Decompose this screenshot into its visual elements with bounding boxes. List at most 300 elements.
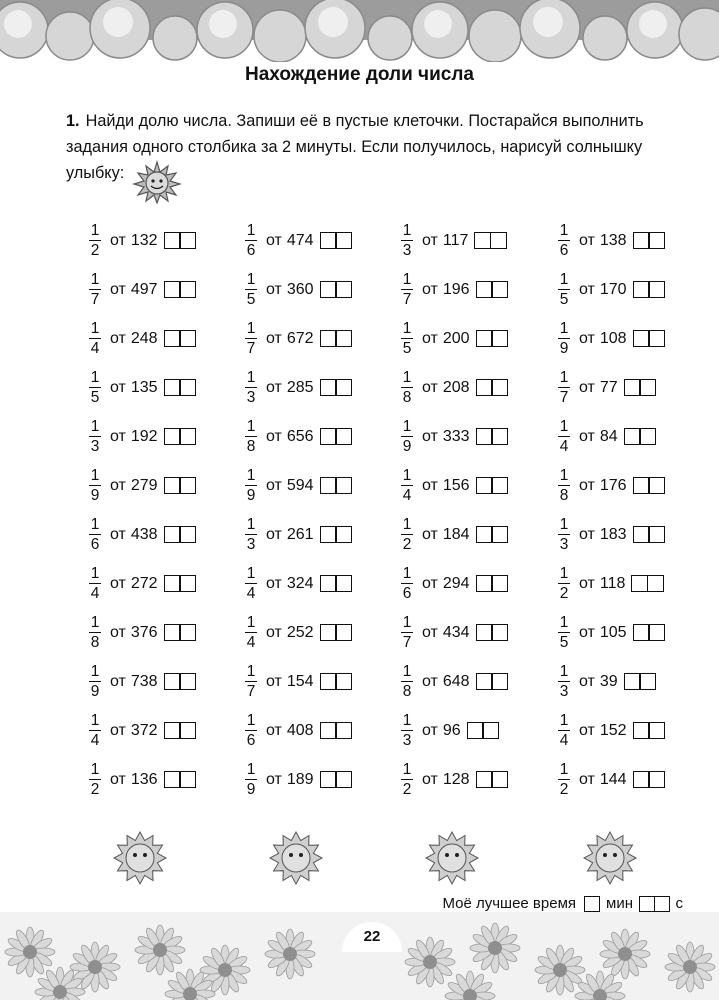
answer-box[interactable] xyxy=(335,575,352,592)
seconds-box-2[interactable] xyxy=(654,896,670,912)
fraction-bar xyxy=(558,436,570,438)
answer-boxes xyxy=(320,232,353,249)
fraction-denominator: 7 xyxy=(559,389,569,407)
answer-box[interactable] xyxy=(320,477,337,494)
fraction xyxy=(244,271,258,309)
of-word: от xyxy=(266,476,282,494)
answer-box[interactable] xyxy=(320,526,337,543)
answer-box[interactable] xyxy=(164,281,181,298)
sun-icon[interactable] xyxy=(114,832,166,884)
answer-box[interactable] xyxy=(164,771,181,788)
exercise-row xyxy=(88,657,238,706)
fraction-denominator: 7 xyxy=(246,340,256,358)
answer-box[interactable] xyxy=(467,722,484,739)
answer-boxes xyxy=(320,624,353,641)
sun-icon[interactable] xyxy=(584,832,636,884)
answer-box[interactable] xyxy=(476,477,493,494)
fraction-bar xyxy=(89,289,101,291)
answer-box[interactable] xyxy=(639,379,656,396)
fraction-bar xyxy=(89,779,101,781)
number-value: 183 xyxy=(599,525,627,543)
minutes-box[interactable] xyxy=(584,896,600,912)
fraction-numerator: 1 xyxy=(402,515,412,533)
fraction-bar xyxy=(245,632,257,634)
of-word: от xyxy=(422,329,438,347)
exercise-column-1 xyxy=(88,216,238,804)
number-value: 39 xyxy=(599,672,618,690)
answer-box[interactable] xyxy=(624,428,641,445)
answer-box[interactable] xyxy=(476,281,493,298)
answer-box[interactable] xyxy=(179,428,196,445)
number-value: 84 xyxy=(599,427,618,445)
fraction-denominator: 4 xyxy=(246,585,256,603)
answer-box[interactable] xyxy=(320,624,337,641)
of-word: от xyxy=(422,378,438,396)
minutes-label: мин xyxy=(606,895,633,912)
of-word: от xyxy=(110,672,126,690)
answer-box[interactable] xyxy=(164,379,181,396)
answer-box[interactable] xyxy=(491,281,508,298)
of-word: от xyxy=(110,329,126,347)
sun-icon[interactable] xyxy=(270,832,322,884)
answer-box[interactable] xyxy=(624,379,641,396)
answer-box[interactable] xyxy=(476,379,493,396)
answer-boxes xyxy=(320,771,353,788)
exercise-row xyxy=(88,461,238,510)
answer-box[interactable] xyxy=(474,232,491,249)
exercise-row xyxy=(244,755,394,804)
clouds-header-decoration xyxy=(0,0,719,62)
of-word: от xyxy=(110,770,126,788)
exercise-row xyxy=(400,608,550,657)
fraction-denominator: 8 xyxy=(246,438,256,456)
answer-box[interactable] xyxy=(476,526,493,543)
answer-box[interactable] xyxy=(164,526,181,543)
exercise-row xyxy=(400,510,550,559)
fraction-bar xyxy=(558,240,570,242)
answer-box[interactable] xyxy=(335,526,352,543)
fraction-numerator: 1 xyxy=(246,319,256,337)
answer-box[interactable] xyxy=(179,379,196,396)
answer-box[interactable] xyxy=(179,722,196,739)
number-value: 248 xyxy=(130,329,158,347)
fraction-numerator: 1 xyxy=(246,368,256,386)
answer-boxes xyxy=(320,330,353,347)
answer-box[interactable] xyxy=(648,232,665,249)
fraction xyxy=(244,467,258,505)
answer-box[interactable] xyxy=(476,428,493,445)
answer-box[interactable] xyxy=(482,722,499,739)
fraction-bar xyxy=(245,338,257,340)
fraction-bar xyxy=(558,730,570,732)
fraction-numerator: 1 xyxy=(559,515,569,533)
fraction-denominator: 6 xyxy=(246,732,256,750)
of-word: от xyxy=(422,525,438,543)
number-value: 738 xyxy=(130,672,158,690)
fraction-bar xyxy=(401,730,413,732)
fraction-bar xyxy=(401,240,413,242)
answer-box[interactable] xyxy=(320,771,337,788)
exercise-column-4 xyxy=(557,216,707,804)
answer-boxes xyxy=(320,428,353,445)
answer-box[interactable] xyxy=(633,330,650,347)
number-value: 200 xyxy=(442,329,470,347)
fraction xyxy=(400,761,414,799)
of-word: от xyxy=(266,525,282,543)
number-value: 372 xyxy=(130,721,158,739)
answer-box[interactable] xyxy=(335,428,352,445)
answer-box[interactable] xyxy=(320,428,337,445)
answer-box[interactable] xyxy=(491,379,508,396)
answer-boxes xyxy=(476,526,509,543)
answer-box[interactable] xyxy=(491,428,508,445)
sun-icon[interactable] xyxy=(426,832,478,884)
number-value: 156 xyxy=(442,476,470,494)
answer-boxes xyxy=(631,575,664,592)
exercise-column-2 xyxy=(244,216,394,804)
best-time-label: Моё лучшее время xyxy=(442,895,577,912)
answer-boxes xyxy=(320,477,353,494)
fraction xyxy=(244,320,258,358)
fraction-numerator: 1 xyxy=(559,564,569,582)
answer-boxes xyxy=(320,722,353,739)
fraction xyxy=(244,565,258,603)
answer-box[interactable] xyxy=(476,575,493,592)
answer-box[interactable] xyxy=(648,771,665,788)
exercise-row xyxy=(557,216,707,265)
fraction-denominator: 7 xyxy=(402,634,412,652)
answer-box[interactable] xyxy=(335,330,352,347)
number-value: 144 xyxy=(599,770,627,788)
answer-box[interactable] xyxy=(648,281,665,298)
answer-boxes xyxy=(633,281,666,298)
of-word: от xyxy=(579,476,595,494)
fraction-numerator: 1 xyxy=(246,466,256,484)
fraction-bar xyxy=(89,681,101,683)
exercise-row xyxy=(557,608,707,657)
answer-boxes xyxy=(164,575,197,592)
answer-box[interactable] xyxy=(320,232,337,249)
answer-box[interactable] xyxy=(491,477,508,494)
fraction xyxy=(557,761,571,799)
answer-box[interactable] xyxy=(633,526,650,543)
fraction xyxy=(557,663,571,701)
answer-box[interactable] xyxy=(335,722,352,739)
answer-box[interactable] xyxy=(476,624,493,641)
number-value: 138 xyxy=(599,231,627,249)
fraction-denominator: 5 xyxy=(559,634,569,652)
fraction-bar xyxy=(401,289,413,291)
fraction-bar xyxy=(401,583,413,585)
number-value: 135 xyxy=(130,378,158,396)
answer-box[interactable] xyxy=(335,673,352,690)
answer-box[interactable] xyxy=(320,575,337,592)
number-value: 152 xyxy=(599,721,627,739)
answer-box[interactable] xyxy=(179,624,196,641)
exercise-row xyxy=(244,314,394,363)
of-word: от xyxy=(579,770,595,788)
answer-box[interactable] xyxy=(335,624,352,641)
fraction-numerator: 1 xyxy=(246,515,256,533)
number-value: 438 xyxy=(130,525,158,543)
fraction-bar xyxy=(558,632,570,634)
answer-box[interactable] xyxy=(624,673,641,690)
fraction-bar xyxy=(245,779,257,781)
fraction xyxy=(88,271,102,309)
fraction-bar xyxy=(558,485,570,487)
answer-box[interactable] xyxy=(164,232,181,249)
answer-box[interactable] xyxy=(648,722,665,739)
number-value: 208 xyxy=(442,378,470,396)
fraction xyxy=(244,614,258,652)
fraction-numerator: 1 xyxy=(402,270,412,288)
answer-box[interactable] xyxy=(490,232,507,249)
answer-box[interactable] xyxy=(320,673,337,690)
fraction xyxy=(400,516,414,554)
fraction-bar xyxy=(245,534,257,536)
number-value: 108 xyxy=(599,329,627,347)
fraction-bar xyxy=(245,681,257,683)
fraction xyxy=(557,320,571,358)
exercise-row xyxy=(88,412,238,461)
fraction xyxy=(244,761,258,799)
exercise-row xyxy=(244,608,394,657)
answer-box[interactable] xyxy=(491,330,508,347)
number-value: 105 xyxy=(599,623,627,641)
answer-box[interactable] xyxy=(639,428,656,445)
exercise-row xyxy=(88,608,238,657)
fraction-denominator: 3 xyxy=(90,438,100,456)
answer-box[interactable] xyxy=(491,673,508,690)
answer-box[interactable] xyxy=(179,673,196,690)
fraction xyxy=(88,516,102,554)
answer-box[interactable] xyxy=(164,330,181,347)
answer-box[interactable] xyxy=(648,624,665,641)
fraction-denominator: 9 xyxy=(402,438,412,456)
of-word: от xyxy=(579,623,595,641)
answer-box[interactable] xyxy=(491,624,508,641)
exercise-row xyxy=(88,510,238,559)
answer-boxes xyxy=(320,575,353,592)
fraction-bar xyxy=(558,583,570,585)
fraction xyxy=(244,222,258,260)
fraction-numerator: 1 xyxy=(559,760,569,778)
answer-boxes xyxy=(164,526,197,543)
answer-box[interactable] xyxy=(491,771,508,788)
fraction xyxy=(557,516,571,554)
fraction-numerator: 1 xyxy=(402,417,412,435)
fraction xyxy=(244,663,258,701)
fraction-denominator: 3 xyxy=(246,389,256,407)
fraction xyxy=(400,467,414,505)
answer-box[interactable] xyxy=(476,330,493,347)
answer-box[interactable] xyxy=(648,477,665,494)
answer-box[interactable] xyxy=(179,477,196,494)
fraction-numerator: 1 xyxy=(402,662,412,680)
exercise-column-3 xyxy=(400,216,550,804)
fraction-denominator: 4 xyxy=(90,340,100,358)
fraction xyxy=(557,418,571,456)
answer-box[interactable] xyxy=(179,330,196,347)
answer-box[interactable] xyxy=(639,673,656,690)
answer-boxes xyxy=(476,771,509,788)
fraction-bar xyxy=(401,436,413,438)
answer-box[interactable] xyxy=(320,330,337,347)
column-suns xyxy=(0,828,719,888)
fraction-numerator: 1 xyxy=(402,221,412,239)
of-word: от xyxy=(110,280,126,298)
answer-boxes xyxy=(476,673,509,690)
exercise-row xyxy=(88,755,238,804)
number-value: 170 xyxy=(599,280,627,298)
of-word: от xyxy=(266,672,282,690)
fraction xyxy=(557,222,571,260)
fraction xyxy=(88,614,102,652)
answer-box[interactable] xyxy=(335,379,352,396)
answer-box[interactable] xyxy=(179,232,196,249)
of-word: от xyxy=(579,672,595,690)
answer-box[interactable] xyxy=(164,673,181,690)
answer-box[interactable] xyxy=(164,477,181,494)
exercise-row xyxy=(400,461,550,510)
answer-boxes xyxy=(476,477,509,494)
number-value: 594 xyxy=(286,476,314,494)
answer-box[interactable] xyxy=(491,575,508,592)
of-word: от xyxy=(579,231,595,249)
answer-box[interactable] xyxy=(633,624,650,641)
number-value: 294 xyxy=(442,574,470,592)
fraction xyxy=(244,418,258,456)
of-word: от xyxy=(266,770,282,788)
answer-box[interactable] xyxy=(164,624,181,641)
fraction xyxy=(400,320,414,358)
fraction-denominator: 8 xyxy=(90,634,100,652)
exercise-row xyxy=(400,314,550,363)
number-value: 184 xyxy=(442,525,470,543)
answer-box[interactable] xyxy=(633,477,650,494)
of-word: от xyxy=(110,721,126,739)
fraction-numerator: 1 xyxy=(246,417,256,435)
answer-box[interactable] xyxy=(335,232,352,249)
answer-boxes xyxy=(476,281,509,298)
fraction-bar xyxy=(558,534,570,536)
of-word: от xyxy=(110,427,126,445)
fraction-denominator: 6 xyxy=(90,536,100,554)
answer-box[interactable] xyxy=(476,673,493,690)
fraction-bar xyxy=(245,387,257,389)
of-word: от xyxy=(266,427,282,445)
number-value: 360 xyxy=(286,280,314,298)
exercise-row xyxy=(88,706,238,755)
fraction-numerator: 1 xyxy=(90,711,100,729)
fraction-bar xyxy=(401,632,413,634)
fraction-denominator: 6 xyxy=(246,242,256,260)
exercise-row xyxy=(557,755,707,804)
answer-boxes xyxy=(164,330,197,347)
fraction xyxy=(88,369,102,407)
answer-box[interactable] xyxy=(648,330,665,347)
answer-box[interactable] xyxy=(320,379,337,396)
fraction-bar xyxy=(89,730,101,732)
exercise-row xyxy=(244,265,394,314)
answer-boxes xyxy=(320,379,353,396)
answer-boxes xyxy=(476,575,509,592)
of-word: от xyxy=(110,476,126,494)
answer-box[interactable] xyxy=(647,575,664,592)
answer-box[interactable] xyxy=(491,526,508,543)
answer-box[interactable] xyxy=(179,771,196,788)
of-word: от xyxy=(266,280,282,298)
number-value: 497 xyxy=(130,280,158,298)
answer-box[interactable] xyxy=(648,526,665,543)
answer-box[interactable] xyxy=(633,722,650,739)
exercise-row xyxy=(557,265,707,314)
answer-boxes xyxy=(633,722,666,739)
answer-box[interactable] xyxy=(320,281,337,298)
answer-box[interactable] xyxy=(164,428,181,445)
answer-box[interactable] xyxy=(633,281,650,298)
answer-box[interactable] xyxy=(179,526,196,543)
fraction-numerator: 1 xyxy=(402,368,412,386)
fraction-bar xyxy=(558,338,570,340)
fraction-numerator: 1 xyxy=(559,613,569,631)
fraction-numerator: 1 xyxy=(90,662,100,680)
answer-box[interactable] xyxy=(164,575,181,592)
fraction xyxy=(557,369,571,407)
fraction-denominator: 9 xyxy=(559,340,569,358)
of-word: от xyxy=(579,329,595,347)
fraction-bar xyxy=(89,338,101,340)
exercise-row xyxy=(400,657,550,706)
answer-box[interactable] xyxy=(164,722,181,739)
fraction-numerator: 1 xyxy=(402,466,412,484)
exercise-row xyxy=(244,461,394,510)
answer-boxes xyxy=(633,771,666,788)
answer-box[interactable] xyxy=(633,771,650,788)
fraction xyxy=(400,614,414,652)
fraction-denominator: 5 xyxy=(90,389,100,407)
fraction-numerator: 1 xyxy=(90,760,100,778)
of-word: от xyxy=(266,721,282,739)
answer-box[interactable] xyxy=(335,771,352,788)
answer-box[interactable] xyxy=(633,232,650,249)
fraction-denominator: 7 xyxy=(402,291,412,309)
fraction-numerator: 1 xyxy=(90,368,100,386)
answer-box[interactable] xyxy=(631,575,648,592)
answer-box[interactable] xyxy=(320,722,337,739)
number-value: 376 xyxy=(130,623,158,641)
number-value: 128 xyxy=(442,770,470,788)
number-value: 333 xyxy=(442,427,470,445)
of-word: от xyxy=(579,525,595,543)
of-word: от xyxy=(579,280,595,298)
exercise-row xyxy=(557,461,707,510)
fraction-denominator: 2 xyxy=(90,242,100,260)
fraction-bar xyxy=(89,387,101,389)
answer-box[interactable] xyxy=(335,281,352,298)
answer-box[interactable] xyxy=(476,771,493,788)
number-value: 77 xyxy=(599,378,618,396)
smiling-sun-icon xyxy=(130,160,184,204)
answer-box[interactable] xyxy=(179,281,196,298)
answer-boxes xyxy=(476,428,509,445)
fraction-denominator: 3 xyxy=(559,683,569,701)
answer-box[interactable] xyxy=(335,477,352,494)
fraction-numerator: 1 xyxy=(90,319,100,337)
exercise-row xyxy=(244,216,394,265)
answer-boxes xyxy=(164,771,197,788)
answer-box[interactable] xyxy=(179,575,196,592)
